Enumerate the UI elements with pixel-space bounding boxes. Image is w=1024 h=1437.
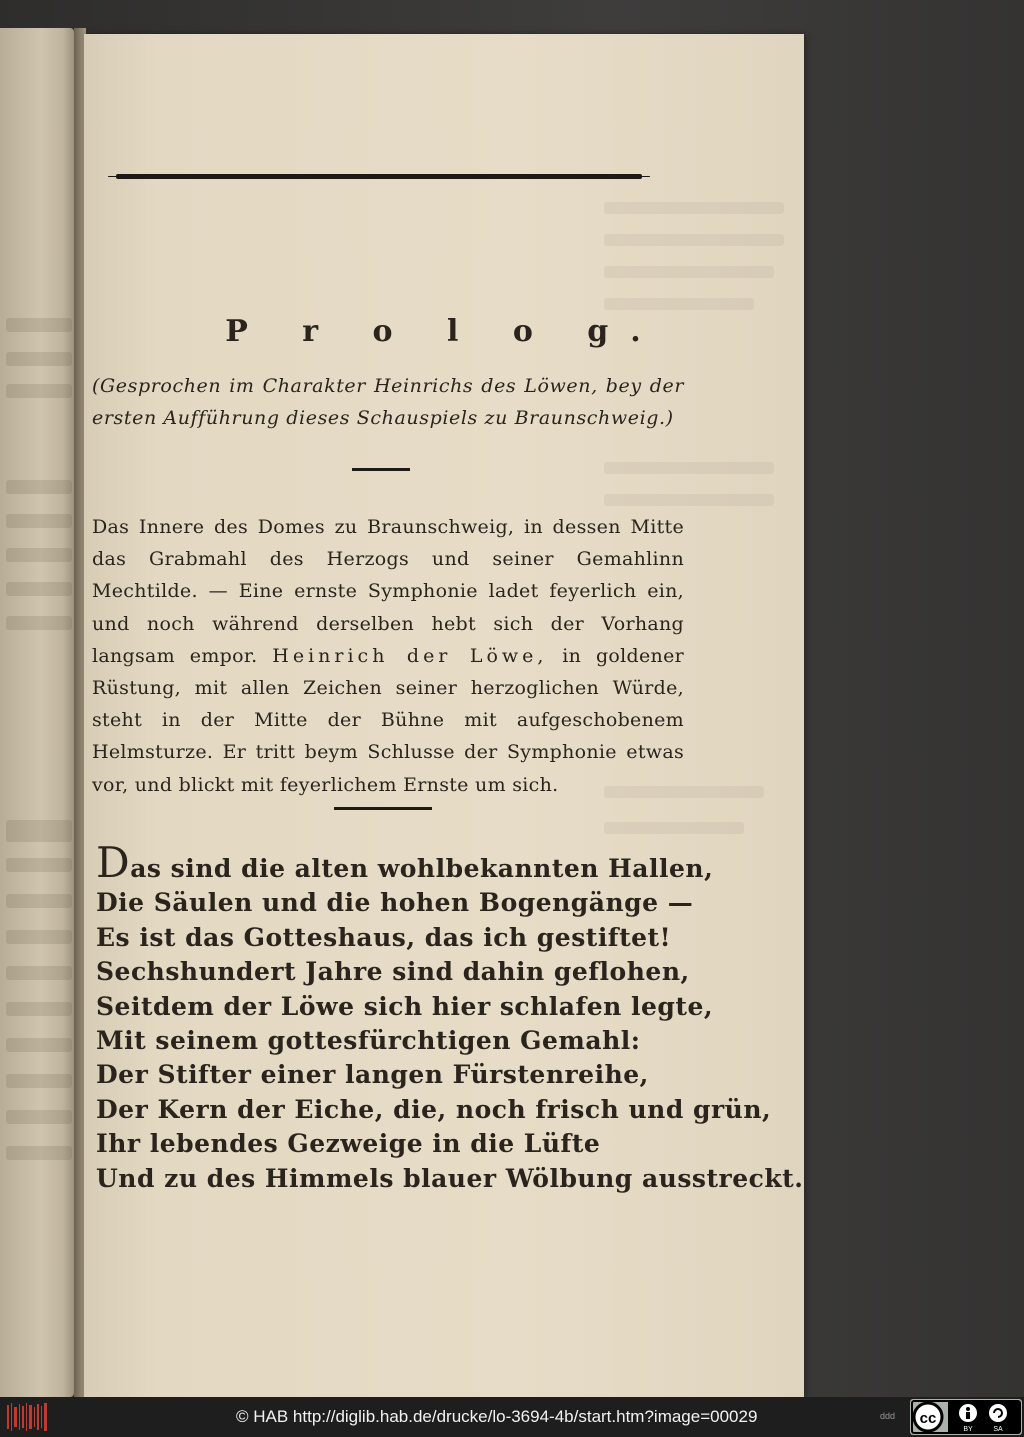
character-name: Heinrich der Löwe, (272, 644, 548, 667)
svg-text:SA: SA (993, 1426, 1003, 1433)
divider-rule (352, 468, 410, 471)
verse-line: Ihr lebendes Gezweige in die Lüfte (96, 1129, 601, 1159)
stage-direction-text: in goldener Rüstung, mit allen Zeichen seiner herzoglichen Würde, steht in der Mitte der Bühne mit aufgeschobenem Helmsturze. Er tritt beym Schlusse der Symphonie etwas vor, und blickt mit feyerlichem Ernste um sich. (92, 644, 685, 796)
subtitle: (Gesprochen im Charakter Heinrichs des Löwen, bey der ersten Aufführung dieses Schauspiels zu Braunschweig.) (92, 375, 684, 429)
verse-block (96, 838, 804, 1196)
verse-line: Mit seinem gottesfürchtigen Gemahl: (96, 1026, 641, 1056)
verse-line: Sechshundert Jahre sind dahin geflohen, (96, 957, 690, 987)
previous-page-edge (0, 28, 74, 1397)
viewer-footer (0, 1397, 1024, 1437)
verse-line: Die Säulen und die hohen Bogengänge — (96, 888, 694, 918)
book-page (84, 34, 804, 1397)
verse-line: Der Kern der Eiche, die, noch frisch und grün, (96, 1094, 772, 1124)
page-title: P r o l o g. (225, 314, 663, 349)
verse-line: Seitdem der Löwe sich hier schlafen legte, (96, 991, 714, 1021)
stage-direction-text: Das Innere des Domes zu Braunschweig, in dessen Mitte das Grabmahl des Herzogs und seiner Gemahlinn Mechtilde. — Eine ernste Symphonie ladet feyerlich ein, und noch während derselben hebt sich der Vorhang langsam empor. (92, 516, 684, 667)
small-mark: ddd (880, 1411, 896, 1421)
stage-direction (92, 511, 684, 801)
barcode-icon (6, 1401, 50, 1433)
verse-line: Und zu des Himmels blauer Wölbung ausstreckt. (96, 1163, 804, 1193)
cc-by-sa-icon[interactable] (910, 1399, 1022, 1435)
svg-text:BY: BY (963, 1426, 973, 1433)
copyright-link[interactable]: © HAB http://diglib.hab.de/drucke/lo-3694-4b/start.htm?image=00029 (236, 1407, 758, 1426)
header-rule (116, 174, 642, 179)
divider-rule (334, 807, 432, 810)
svg-text:cc: cc (919, 1410, 937, 1427)
verse-line: Es ist das Gotteshaus, das ich gestiftet! (96, 922, 672, 952)
verse-line: Das sind die alten wohlbekannten Hallen, (96, 838, 714, 887)
verse-line: Der Stifter einer langen Fürstenreihe, (96, 1060, 649, 1090)
